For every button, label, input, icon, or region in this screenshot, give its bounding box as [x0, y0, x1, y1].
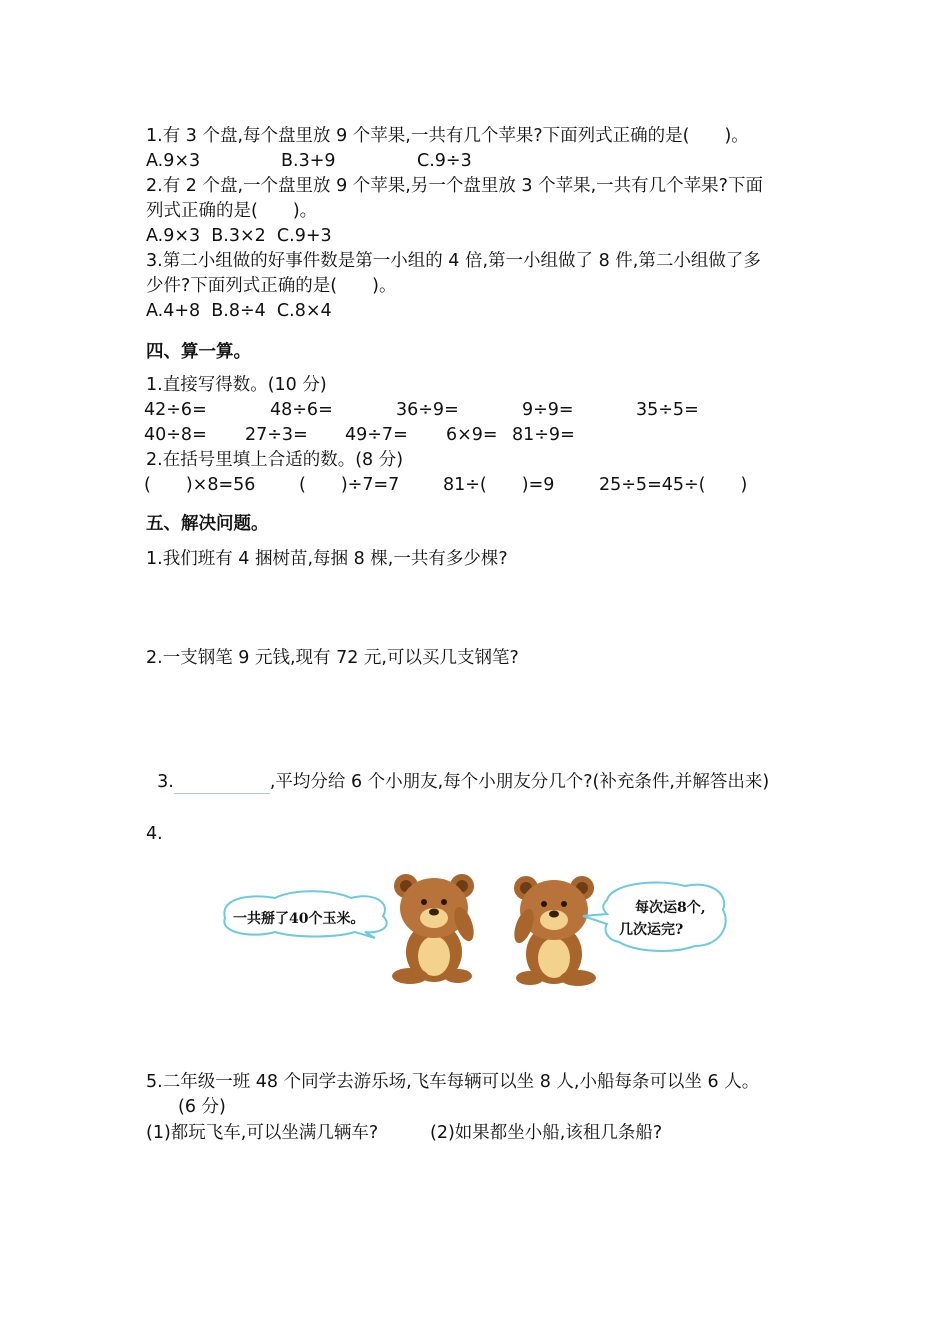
calc-item: 48÷6=	[270, 400, 333, 420]
problem-3-text: ,平均分给 6 个小朋友,每个小朋友分几个?(补充条件,并解答出来)	[269, 772, 770, 792]
fill-item: 81÷( )=9	[443, 475, 555, 495]
calc-item: 6×9=	[446, 425, 498, 445]
problem-4: 4.	[146, 824, 163, 844]
section4-p1-title: 1.直接写得数。(10 分)	[146, 375, 327, 395]
fill-item: ( )÷7=7	[299, 475, 400, 495]
choice-q2-options: A.9×3 B.3×2 C.9+3	[146, 226, 332, 246]
bears-svg	[215, 868, 735, 988]
problem-2: 2.一支钢笔 9 元钱,现有 72 元,可以买几支钢笔?	[146, 648, 519, 668]
choice-q2-stem-line1: 2.有 2 个盘,一个盘里放 9 个苹果,另一个盘里放 3 个苹果,一共有几个苹果?下面	[146, 176, 763, 196]
problem-3-prefix: 3.	[157, 772, 174, 792]
left-speech-bubble	[224, 891, 386, 938]
choice-q3-options: A.4+8 B.8÷4 C.8×4	[146, 301, 332, 321]
problem-1: 1.我们班有 4 捆树苗,每捆 8 棵,一共有多少棵?	[146, 549, 508, 569]
calc-item: 49÷7=	[345, 425, 408, 445]
choice-q1-option-b: B.3+9	[281, 151, 336, 171]
bear-right	[510, 876, 596, 986]
calc-item: 36÷9=	[396, 400, 459, 420]
section5-title: 五、解决问题。	[146, 514, 269, 534]
calc-item: 40÷8=	[144, 425, 207, 445]
calc-item: 42÷6=	[144, 400, 207, 420]
choice-q1-option-a: A.9×3	[146, 151, 201, 171]
calc-item: 27÷3=	[245, 425, 308, 445]
calc-item: 9÷9=	[522, 400, 574, 420]
section4-p2-title: 2.在括号里填上合适的数。(8 分)	[146, 450, 404, 470]
problem-5-line2: (6 分)	[178, 1097, 226, 1117]
calc-item: 81÷9=	[512, 425, 575, 445]
bear-illustration	[215, 868, 735, 988]
bear-left	[392, 874, 478, 984]
choice-q3-stem-line1: 3.第二小组做的好事件数是第一小组的 4 倍,第一小组做了 8 件,第二小组做了多	[146, 251, 761, 271]
problem-5-line1: 5.二年级一班 48 个同学去游乐场,飞车每辆可以坐 8 人,小船每条可以坐 6 人。	[146, 1072, 760, 1092]
choice-q1-stem: 1.有 3 个盘,每个盘里放 9 个苹果,一共有几个苹果?下面列式正确的是( )。	[146, 126, 749, 146]
section4-title: 四、算一算。	[146, 342, 251, 362]
calc-item: 35÷5=	[636, 400, 699, 420]
fill-item: ( )×8=56	[144, 475, 256, 495]
problem-3	[146, 746, 769, 794]
bubble-right-line2: 几次运完?	[619, 922, 684, 938]
right-speech-bubble	[583, 882, 726, 950]
choice-q3-stem-line2: 少件?下面列式正确的是( )。	[146, 276, 397, 296]
choice-q2-stem-line2: 列式正确的是( )。	[146, 201, 318, 221]
problem-5-sub2: (2)如果都坐小船,该租几条船?	[430, 1123, 663, 1143]
problem-5-sub1: (1)都玩飞车,可以坐满几辆车?	[146, 1123, 379, 1143]
fill-blank[interactable]	[174, 773, 270, 794]
fill-item: 25÷5=45÷( )	[599, 475, 748, 495]
choice-q1-option-c: C.9÷3	[417, 151, 472, 171]
bubble-right-line1: 每次运8个,	[635, 900, 706, 916]
bubble-left-text: 一共掰了40个玉米。	[233, 911, 365, 927]
